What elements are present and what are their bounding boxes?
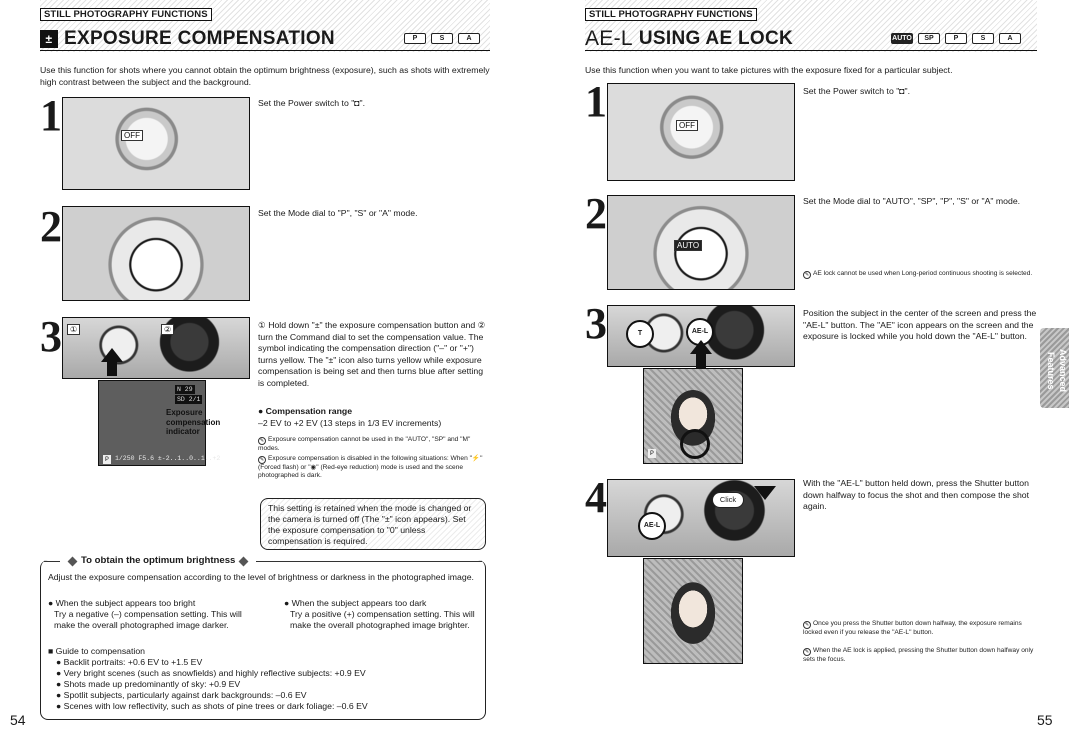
circled-one-label: ①	[67, 324, 80, 335]
intro-text: Use this function when you want to take pictures with the exposure fixed for a particular subject.	[585, 65, 953, 75]
page-title	[40, 27, 335, 50]
step-2-text: Set the Mode dial to "P", "S" or "A" mode.	[258, 208, 418, 218]
step-number-3: 3	[40, 312, 62, 361]
click-label: Click	[712, 492, 744, 508]
note-step-4-b-text: When the AE lock is applied, pressing the Shutter button down halfway only sets the focus.	[803, 647, 1034, 663]
lcd-mode-p: P	[650, 450, 654, 457]
mode-icon-a: A	[458, 33, 480, 44]
guide-item: ● Scenes with low reflectivity, such as shots of pine trees or dark foliage: –0.6 EV	[56, 701, 368, 711]
too-dark-body: Try a positive (+) compensation setting. This will make the overall photographed image brighter.	[290, 609, 475, 630]
right-page	[535, 0, 1069, 743]
diamond-icon	[68, 556, 78, 566]
note-step-2-text: AE lock cannot be used when Long-period continuous shooting is selected.	[813, 270, 1033, 277]
step-number-1: 1	[40, 91, 62, 140]
off-label: OFF	[676, 120, 698, 131]
advanced-features-tab[interactable]: Advanced Features	[1040, 328, 1069, 408]
section-label: STILL PHOTOGRAPHY FUNCTIONS	[40, 8, 212, 21]
circled-two-label: ②	[161, 324, 174, 335]
page-title	[585, 27, 793, 50]
left-page	[0, 0, 534, 743]
step-number-4: 4	[585, 473, 607, 522]
lcd-mode-p: P	[105, 456, 109, 463]
shutter-button-photo	[607, 479, 795, 557]
lcd-sd-indicator: SD 2/1	[177, 396, 201, 403]
too-bright-head: ● When the subject appears too bright	[48, 598, 196, 608]
ael-button: AE-L	[686, 318, 714, 346]
guide-item: ● Spotlit subjects, particularly against dark backgrounds: –0.6 EV	[56, 690, 307, 700]
press-arrow-stem	[696, 354, 706, 368]
mode-icon-sp: SP	[918, 33, 940, 44]
exposure-indicator-label: Exposure compensation indicator	[166, 408, 221, 436]
title-rule	[40, 50, 490, 51]
compensation-range-head: ● Compensation range	[258, 406, 353, 416]
optimum-brightness-title	[40, 554, 486, 568]
compensation-range-text: –2 EV to +2 EV (13 steps in 1/3 EV increments)	[258, 417, 442, 428]
ael-button-photo	[607, 305, 795, 367]
compensation-range	[258, 406, 490, 429]
press-down-arrow-icon	[754, 486, 776, 500]
step-number-2: 2	[40, 202, 62, 251]
page-title-text: USING AE LOCK	[638, 28, 794, 49]
note-icon: ✎	[259, 438, 265, 444]
diamond-icon	[239, 556, 249, 566]
optimum-title-text: To obtain the optimum brightness	[81, 555, 236, 566]
guide-item: ● Very bright scenes (such as snowfields) and highly reflective subjects: +0.9 EV	[56, 668, 366, 678]
step-3-text: ① Hold down "±" the exposure compensation button and ② turn the Command dial to set the compensation value. The symbol indicating the compensation direction ("–" or "+") turns yellow. The "±" icon also turns yellow while exposure compensation is being set and then turns blue after setting is completed.	[258, 320, 486, 388]
note-1	[258, 436, 490, 453]
step-4-text: With the "AE-L" button held down, press the Shutter button down halfway to focus the shot and then compose the shot again.	[803, 478, 1030, 511]
section-label: STILL PHOTOGRAPHY FUNCTIONS	[585, 8, 757, 21]
too-dark-section	[284, 598, 484, 631]
step-1-text: Set the Power switch to "◘".	[803, 86, 911, 96]
press-arrow-icon	[690, 340, 712, 354]
page-title-text: EXPOSURE COMPENSATION	[64, 28, 335, 49]
mode-icons	[404, 33, 480, 44]
ael-button: AE-L	[638, 512, 666, 540]
step-number-3: 3	[585, 299, 607, 348]
note-icon: ✎	[804, 272, 810, 278]
note-1-text: Exposure compensation cannot be used in the "AUTO", "SP" and "M" modes.	[258, 436, 471, 452]
guide-item: ● Backlit portraits: +0.6 EV to +1.5 EV	[56, 657, 203, 667]
compensation-guide	[48, 646, 484, 712]
note-icon: ✎	[804, 649, 810, 655]
ael-title-prefix: AE-L	[585, 27, 633, 50]
title-rule	[585, 50, 1037, 51]
mode-icon-auto: AUTO	[892, 35, 912, 42]
mode-icon-s: S	[972, 33, 994, 44]
note-2	[258, 455, 490, 481]
mode-dial-photo	[607, 195, 795, 290]
exposure-compensation-icon: ±	[40, 30, 58, 48]
press-arrow-stem	[107, 362, 117, 376]
optimum-intro: Adjust the exposure compensation according to the level of brightness or darkness in the photographed image.	[48, 572, 474, 582]
intro-text: Use this function for shots where you cannot obtain the optimum brightness (exposure), such as shots with extremely high contrast between the subject and the background.	[40, 65, 490, 87]
title-dash-left	[44, 561, 60, 562]
too-bright-body: Try a negative (–) compensation setting. This will make the overall photographed image darker.	[54, 609, 242, 630]
lcd-frames-count: N 29	[177, 386, 193, 393]
note-icon: ✎	[804, 622, 810, 628]
mode-icon-p: P	[945, 33, 967, 44]
page-number-left: 54	[10, 712, 26, 728]
off-label: OFF	[121, 130, 143, 141]
guide-head: ■ Guide to compensation	[48, 646, 146, 656]
mode-icon-a: A	[999, 33, 1021, 44]
note-2-text: Exposure compensation is disabled in the following situations: When "⚡" (Forced flash) or "◉" (Red-eye reduction) mode is used and the scene photographed is dark.	[258, 455, 483, 480]
magnifier-icon	[680, 429, 710, 459]
note-step-4-a	[803, 620, 1037, 637]
mode-icon-p: P	[404, 33, 426, 44]
note-step-4-a-text: Once you press the Shutter button down halfway, the exposure remains locked even if you release the "AE-L" button.	[803, 620, 1022, 636]
auto-label: AUTO	[674, 240, 702, 251]
ae-lock-preview-photo	[643, 368, 743, 464]
retained-setting-box: This setting is retained when the mode is changed or the camera is turned off (The "±" icon appears). Set the exposure compensation to "0" unless compensation is required.	[260, 498, 486, 550]
mode-dial-photo	[62, 206, 250, 301]
note-step-2	[803, 270, 1037, 279]
recomposed-shot-photo	[643, 558, 743, 664]
too-dark-head: ● When the subject appears too dark	[284, 598, 427, 608]
too-bright-section	[48, 598, 258, 631]
press-arrow-icon	[101, 348, 123, 362]
guide-item: ● Shots made up predominantly of sky: +0.9 EV	[56, 679, 241, 689]
note-step-4-b	[803, 647, 1037, 664]
power-switch-photo	[62, 97, 250, 190]
step-number-2: 2	[585, 189, 607, 238]
title-dash-right	[256, 561, 482, 562]
step-2-text: Set the Mode dial to "AUTO", "SP", "P", "S" or "A" mode.	[803, 196, 1021, 206]
page-number-right: 55	[1037, 712, 1053, 728]
step-3-text: Position the subject in the center of the screen and press the "AE-L" button. The "AE" icon appears on the screen and the exposure is locked while you hold down the "AE-L" button.	[803, 308, 1037, 341]
mode-icon-s: S	[431, 33, 453, 44]
compensation-button-photo	[62, 317, 250, 379]
note-icon: ✎	[259, 457, 265, 463]
power-switch-photo	[607, 83, 795, 181]
step-1-text: Set the Power switch to "◘".	[258, 98, 366, 108]
mode-icons	[891, 33, 1021, 44]
step-number-1: 1	[585, 77, 607, 126]
t-button: T	[626, 320, 654, 348]
lcd-exposure-readout: 1/250 F5.6 ±-2..1..0..1..+2	[115, 455, 221, 462]
